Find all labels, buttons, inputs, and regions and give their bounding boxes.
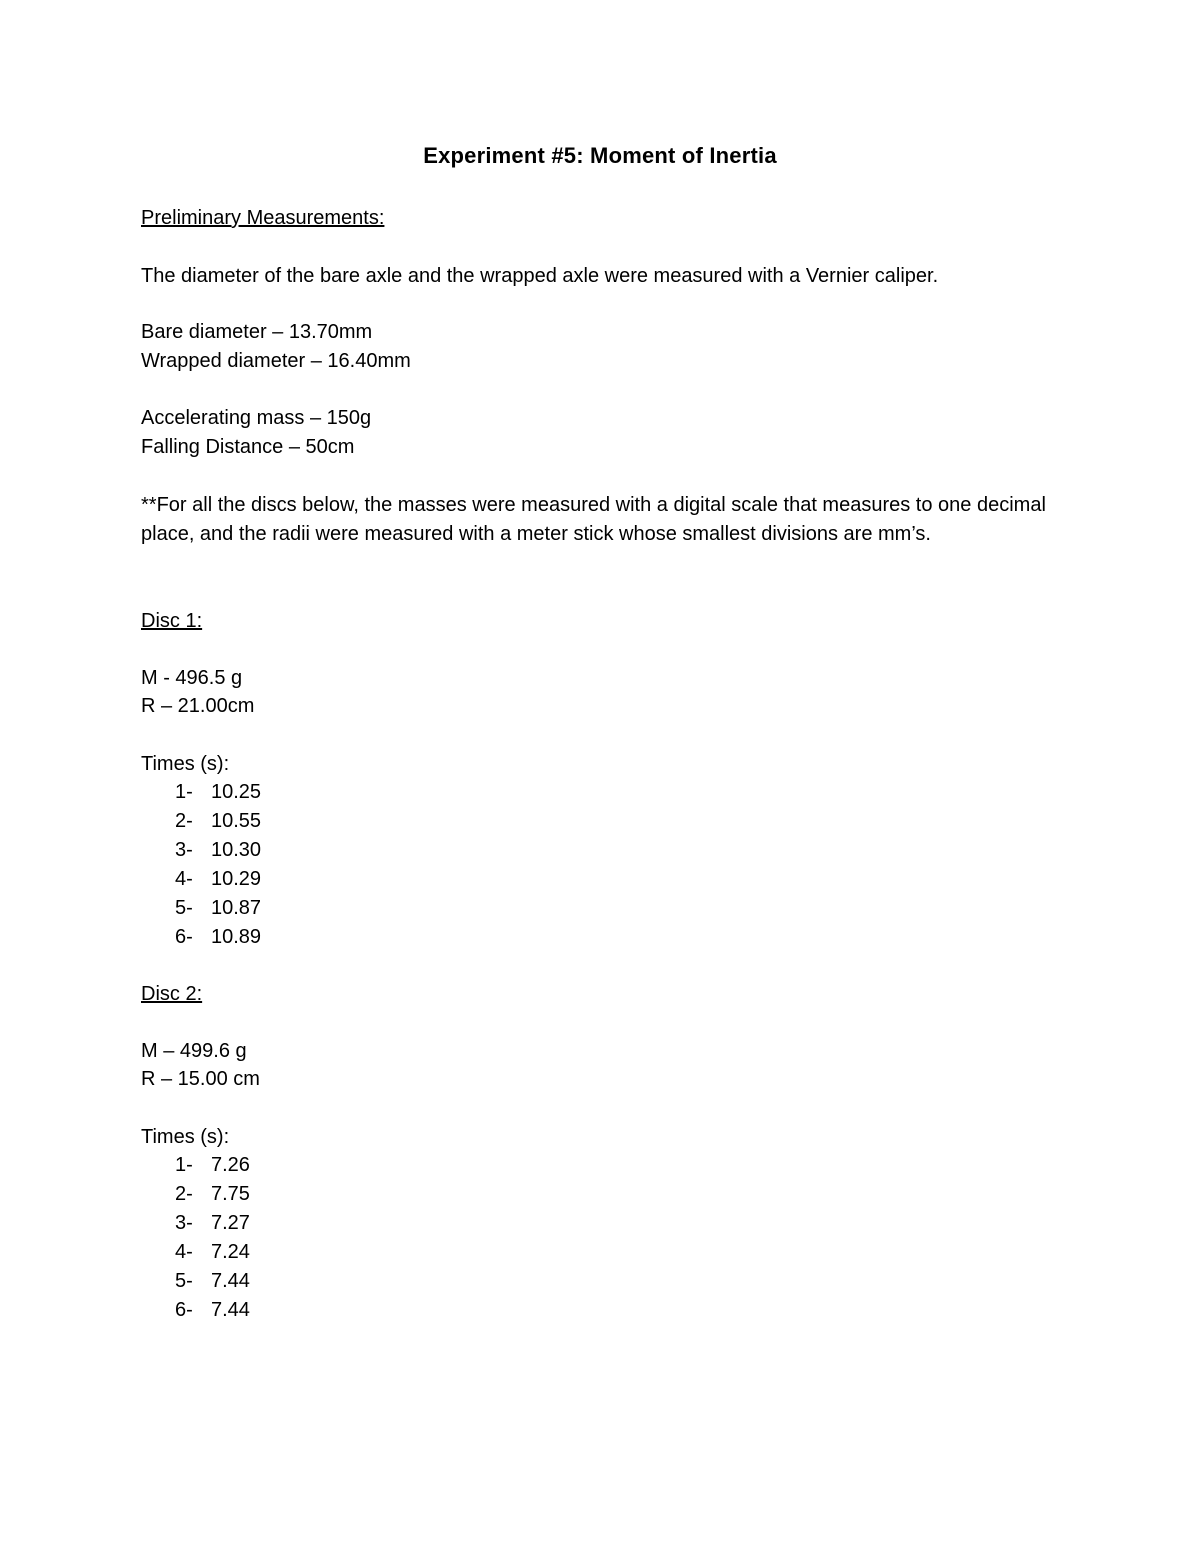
list-item (175, 1296, 250, 1325)
list-item-value: 7.44 (211, 1299, 250, 1321)
disc2-times-label: Times (s): (141, 1126, 230, 1148)
list-item-value: 10.87 (211, 897, 262, 919)
list-item-value: 10.29 (211, 868, 262, 890)
disc2-heading: Disc 2: (141, 983, 203, 1005)
disc2-mass: M – 499.6 g (141, 1040, 247, 1062)
list-item-index: 2- (175, 1183, 193, 1205)
list-item (175, 836, 261, 865)
list-item (175, 807, 261, 836)
list-item (175, 778, 261, 807)
disc2-times-list (175, 1151, 250, 1325)
bare-diameter: Bare diameter – 13.70mm (141, 321, 373, 343)
disc1-mass: M - 496.5 g (141, 667, 243, 689)
list-item-index: 3- (175, 1212, 193, 1234)
list-item (175, 923, 261, 952)
list-item-index: 6- (175, 926, 193, 948)
disc1-heading: Disc 1: (141, 610, 203, 632)
list-item-value: 7.44 (211, 1270, 250, 1292)
measurement-note: **For all the discs below, the masses were measured with a digital scale that measures to one decimal place, and the radii were measured with a meter stick whose smallest divisions are mm’s. (141, 494, 1046, 545)
document-title: Experiment #5: Moment of Inertia (423, 143, 777, 168)
list-item (175, 894, 261, 923)
list-item (175, 1238, 250, 1267)
list-item-index: 1- (175, 781, 193, 803)
list-item-index: 2- (175, 810, 193, 832)
list-item-index: 6- (175, 1299, 193, 1321)
list-item-index: 5- (175, 1270, 193, 1292)
disc2-radius: R – 15.00 cm (141, 1068, 260, 1090)
list-item (175, 1151, 250, 1180)
preliminary-heading: Preliminary Measurements: (141, 207, 385, 229)
list-item-value: 10.30 (211, 839, 262, 861)
disc1-times-list (175, 778, 261, 952)
list-item-index: 5- (175, 897, 193, 919)
preliminary-intro: The diameter of the bare axle and the wrapped axle were measured with a Vernier caliper. (141, 265, 939, 287)
falling-distance: Falling Distance – 50cm (141, 436, 355, 458)
list-item-value: 7.26 (211, 1154, 250, 1176)
list-item-value: 10.89 (211, 926, 262, 948)
disc1-radius: R – 21.00cm (141, 695, 255, 717)
list-item-index: 4- (175, 868, 193, 890)
accelerating-mass: Accelerating mass – 150g (141, 407, 372, 429)
list-item-index: 4- (175, 1241, 193, 1263)
disc1-times-label: Times (s): (141, 753, 230, 775)
list-item-value: 7.75 (211, 1183, 250, 1205)
list-item-value: 7.24 (211, 1241, 250, 1263)
list-item (175, 1209, 250, 1238)
list-item-value: 7.27 (211, 1212, 250, 1234)
list-item (175, 1267, 250, 1296)
list-item-index: 1- (175, 1154, 193, 1176)
list-item-index: 3- (175, 839, 193, 861)
list-item (175, 1180, 250, 1209)
list-item (175, 865, 261, 894)
list-item-value: 10.25 (211, 781, 262, 803)
wrapped-diameter: Wrapped diameter – 16.40mm (141, 350, 411, 372)
list-item-value: 10.55 (211, 810, 262, 832)
